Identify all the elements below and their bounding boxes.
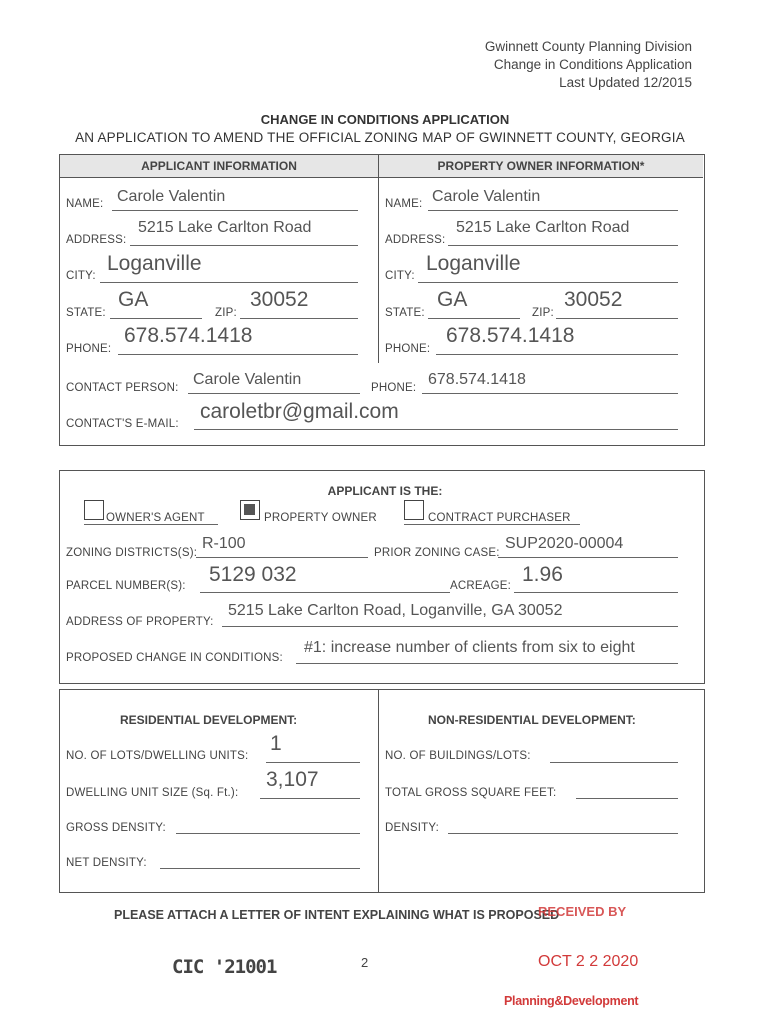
applicant-name-field[interactable]: Carole Valentin bbox=[117, 188, 226, 205]
owners-agent-line bbox=[84, 524, 218, 525]
owner-state-field[interactable]: GA bbox=[437, 288, 468, 311]
acreage-line bbox=[514, 592, 678, 593]
net-density-line bbox=[160, 868, 360, 869]
residential-heading: RESIDENTIAL DEVELOPMENT: bbox=[120, 713, 298, 727]
owner-state-line bbox=[428, 318, 520, 319]
proposed-change-line bbox=[296, 663, 678, 664]
gross-density-line bbox=[176, 833, 360, 834]
owner-name-field[interactable]: Carole Valentin bbox=[432, 188, 541, 205]
zoning-districts-field[interactable]: R-100 bbox=[202, 535, 246, 552]
applicant-name-line bbox=[112, 210, 358, 211]
owner-zip-label: ZIP: bbox=[532, 307, 554, 319]
received-stamp: RECEIVED BY bbox=[538, 904, 627, 919]
applicant-state-label: STATE: bbox=[66, 307, 106, 319]
prior-zoning-line bbox=[498, 557, 678, 558]
owner-address-field[interactable]: 5215 Lake Carlton Road bbox=[456, 219, 630, 236]
contact-email-line bbox=[194, 429, 678, 430]
property-owner-checkbox[interactable] bbox=[240, 500, 260, 520]
applicant-address-line bbox=[130, 245, 358, 246]
property-address-label: ADDRESS OF PROPERTY: bbox=[66, 616, 214, 628]
column-divider bbox=[378, 155, 379, 363]
owner-phone-label: PHONE: bbox=[385, 343, 431, 355]
owners-agent-checkbox[interactable] bbox=[84, 500, 104, 520]
applicant-heading: APPLICANT INFORMATION bbox=[60, 155, 378, 178]
applicant-zip-label: ZIP: bbox=[215, 307, 237, 319]
applicant-city-label: CITY: bbox=[66, 270, 96, 282]
applicant-state-line bbox=[110, 318, 202, 319]
applicant-zip-line bbox=[240, 318, 358, 319]
acreage-field[interactable]: 1.96 bbox=[522, 563, 563, 586]
header-form-name: Change in Conditions Application bbox=[493, 57, 692, 72]
contract-purchaser-line bbox=[404, 524, 580, 525]
stamp-department: Planning&Development bbox=[504, 994, 639, 1008]
buildings-label: NO. OF BUILDINGS/LOTS: bbox=[385, 750, 531, 762]
prior-zoning-field[interactable]: SUP2020-00004 bbox=[505, 535, 624, 552]
applicant-phone-line bbox=[118, 354, 358, 355]
contract-purchaser-label: CONTRACT PURCHASER bbox=[428, 512, 571, 524]
parcel-number-field[interactable]: 5129 032 bbox=[209, 563, 297, 586]
zoning-districts-label: ZONING DISTRICTS(S): bbox=[66, 547, 198, 559]
owner-city-line bbox=[418, 282, 678, 283]
buildings-line bbox=[550, 762, 678, 763]
contact-phone-line bbox=[422, 393, 678, 394]
owner-address-line bbox=[448, 245, 678, 246]
dwelling-size-line bbox=[260, 798, 360, 799]
dwelling-size-field[interactable]: 3,107 bbox=[266, 768, 319, 791]
form-title: CHANGE IN CONDITIONS APPLICATION bbox=[260, 112, 510, 127]
applicant-address-label: ADDRESS: bbox=[66, 234, 127, 246]
owner-name-line bbox=[428, 210, 678, 211]
dwelling-size-label: DWELLING UNIT SIZE (Sq. Ft.): bbox=[66, 787, 239, 799]
density-label: DENSITY: bbox=[385, 822, 440, 834]
acreage-label: ACREAGE: bbox=[450, 580, 512, 592]
parcel-number-label: PARCEL NUMBER(S): bbox=[66, 580, 186, 592]
owner-heading: PROPERTY OWNER INFORMATION* bbox=[379, 155, 703, 178]
prior-zoning-label: PRIOR ZONING CASE: bbox=[374, 547, 500, 559]
owner-phone-field[interactable]: 678.574.1418 bbox=[446, 324, 575, 347]
applicant-zip-field[interactable]: 30052 bbox=[250, 288, 309, 311]
form-subtitle: AN APPLICATION TO AMEND THE OFFICIAL ZONING MAP OF GWINNETT COUNTY, GEORGIA bbox=[75, 130, 685, 145]
page-number: 2 bbox=[361, 955, 369, 970]
development-divider bbox=[378, 690, 379, 892]
contract-purchaser-checkbox[interactable] bbox=[404, 500, 424, 520]
lots-line bbox=[266, 762, 360, 763]
header-updated: Last Updated 12/2015 bbox=[559, 75, 692, 90]
owners-agent-label: OWNER'S AGENT bbox=[106, 512, 205, 524]
applicant-name-label: NAME: bbox=[66, 198, 104, 210]
contact-phone-field[interactable]: 678.574.1418 bbox=[428, 371, 526, 388]
applicant-city-line bbox=[100, 282, 358, 283]
stamp-date: OCT 2 2 2020 bbox=[538, 953, 639, 970]
owner-phone-line bbox=[436, 354, 678, 355]
applicant-city-field[interactable]: Loganville bbox=[107, 252, 202, 275]
contact-person-label: CONTACT PERSON: bbox=[66, 382, 179, 394]
proposed-change-field[interactable]: #1: increase number of clients from six to eight bbox=[304, 639, 635, 656]
owner-address-label: ADDRESS: bbox=[385, 234, 446, 246]
gross-sqft-line bbox=[576, 798, 678, 799]
contact-person-field[interactable]: Carole Valentin bbox=[193, 371, 302, 388]
owner-zip-field[interactable]: 30052 bbox=[564, 288, 623, 311]
property-owner-label: PROPERTY OWNER bbox=[264, 512, 377, 524]
header-block bbox=[485, 38, 692, 92]
attach-letter-note: PLEASE ATTACH A LETTER OF INTENT EXPLAINING WHAT IS PROPOSED bbox=[114, 908, 560, 922]
net-density-label: NET DENSITY: bbox=[66, 857, 147, 869]
header-division: Gwinnett County Planning Division bbox=[484, 39, 692, 54]
property-address-line bbox=[222, 626, 678, 627]
owner-zip-line bbox=[556, 318, 678, 319]
gross-sqft-label: TOTAL GROSS SQUARE FEET: bbox=[385, 787, 557, 799]
applicant-phone-field[interactable]: 678.574.1418 bbox=[124, 324, 253, 347]
applicant-state-field[interactable]: GA bbox=[118, 288, 149, 311]
case-number: CIC '21001 bbox=[172, 956, 277, 978]
lots-label: NO. OF LOTS/DWELLING UNITS: bbox=[66, 750, 249, 762]
proposed-change-label: PROPOSED CHANGE IN CONDITIONS: bbox=[66, 652, 283, 664]
zoning-districts-line bbox=[196, 557, 368, 558]
applicant-address-field[interactable]: 5215 Lake Carlton Road bbox=[138, 219, 312, 236]
nonresidential-heading: NON-RESIDENTIAL DEVELOPMENT: bbox=[428, 713, 636, 727]
density-line bbox=[448, 833, 678, 834]
owner-city-field[interactable]: Loganville bbox=[426, 252, 521, 275]
applicant-phone-label: PHONE: bbox=[66, 343, 112, 355]
property-address-field[interactable]: 5215 Lake Carlton Road, Loganville, GA 30052 bbox=[228, 602, 563, 619]
contact-email-field[interactable]: caroletbr@gmail.com bbox=[200, 400, 399, 423]
contact-person-line bbox=[188, 393, 360, 394]
owner-city-label: CITY: bbox=[385, 270, 415, 282]
parcel-number-line bbox=[200, 592, 450, 593]
applicant-is-heading: APPLICANT IS THE: bbox=[327, 484, 443, 498]
gross-density-label: GROSS DENSITY: bbox=[66, 822, 166, 834]
owner-state-label: STATE: bbox=[385, 307, 425, 319]
lots-field[interactable]: 1 bbox=[270, 732, 282, 755]
contact-email-label: CONTACT'S E-MAIL: bbox=[66, 418, 179, 430]
owner-name-label: NAME: bbox=[385, 198, 423, 210]
contact-phone-label: PHONE: bbox=[371, 382, 417, 394]
